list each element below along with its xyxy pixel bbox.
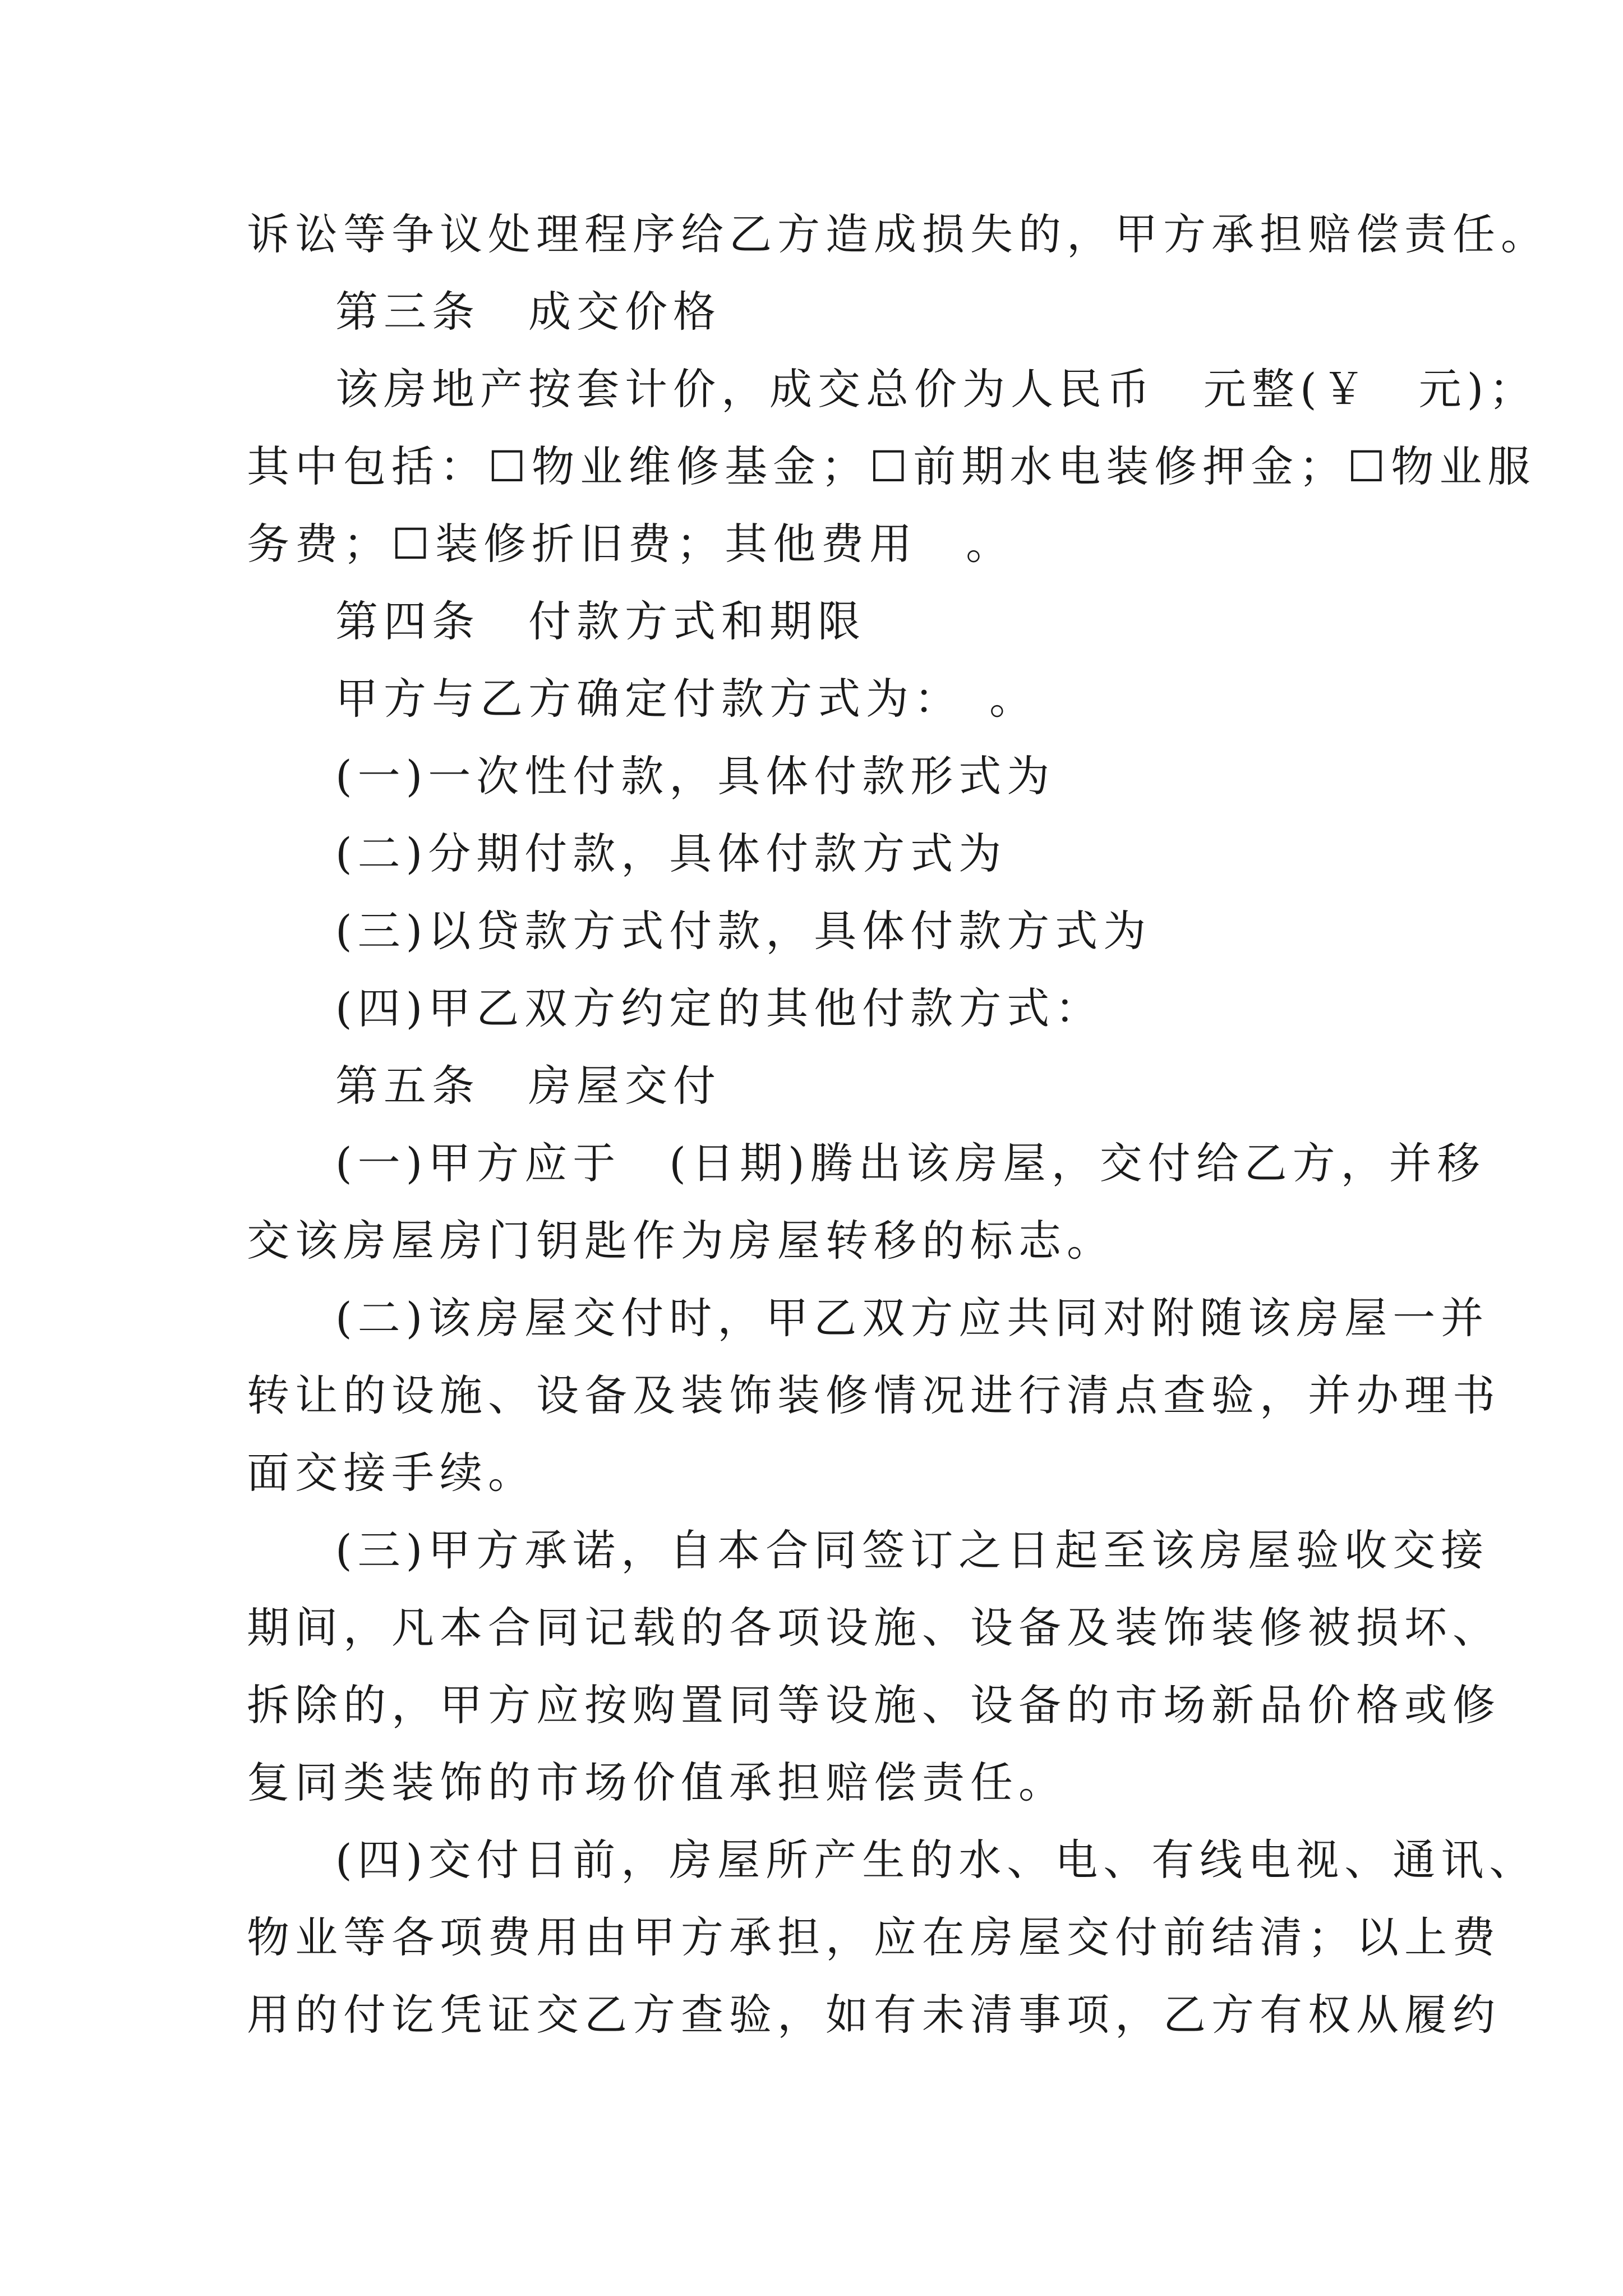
article-4-heading: 第四条 付款方式和期限 (335, 596, 866, 646)
text-line-price-includes: 其中包括：☐物业维修基金；☐前期水电装修押金；☐物业服 (247, 441, 1536, 491)
text-line-delivery-3-cont: 期间，凡本合同记载的各项设施、设备及装饰装修被损坏、 (247, 1603, 1501, 1653)
text-line-payment-option-1: (一)一次性付款，具体付款形式为 (335, 751, 1055, 801)
text-line-payment-option-4: (四)甲乙双方约定的其他付款方式： (335, 983, 1104, 1033)
text-line-delivery-3: (三)甲方承诺，自本合同签订之日起至该房屋验收交接 (335, 1525, 1490, 1575)
text-line-delivery-2-cont2: 面交接手续。 (247, 1448, 536, 1498)
text-line-delivery-4-cont: 物业等各项费用由甲方承担，应在房屋交付前结清；以上费 (247, 1912, 1501, 1962)
text-line-payment-option-3: (三)以贷款方式付款，具体付款方式为 (335, 906, 1152, 956)
text-line-price-includes-cont: 务费；☐装修折旧费；其他费用 。 (247, 519, 1015, 569)
text-line-delivery-4-cont2: 用的付讫凭证交乙方查验，如有未清事项，乙方有权从履约 (247, 1990, 1501, 2040)
text-line-delivery-4: (四)交付日前，房屋所产生的水、电、有线电视、通讯、 (335, 1835, 1538, 1885)
text-line-delivery-3-cont3: 复同类装饰的市场价值承担赔偿责任。 (247, 1757, 1067, 1807)
text-line-delivery-1: (一)甲方应于 (日期)腾出该房屋，交付给乙方，并移 (335, 1138, 1486, 1188)
text-line-delivery-2-cont: 转让的设施、设备及装饰装修情况进行清点查验，并办理书 (247, 1370, 1501, 1420)
text-line-price: 该房地产按套计价，成交总价为人民币 元整(￥ 元)； (335, 364, 1538, 414)
text-line-payment-method: 甲方与乙方确定付款方式为： 。 (335, 674, 1038, 724)
text-line-payment-option-2: (二)分期付款，具体付款方式为 (335, 829, 1007, 878)
article-5-heading: 第五条 房屋交付 (335, 1061, 721, 1111)
text-line-delivery-2: (二)该房屋交付时，甲乙双方应共同对附随该房屋一并 (335, 1293, 1490, 1343)
article-3-heading: 第三条 成交价格 (335, 287, 721, 337)
text-line-delivery-1-cont: 交该房屋房门钥匙作为房屋转移的标志。 (247, 1216, 1115, 1266)
text-line-continuation: 诉讼等争议处理程序给乙方造成损失的，甲方承担赔偿责任。 (247, 209, 1549, 259)
text-line-delivery-3-cont2: 拆除的，甲方应按购置同等设施、设备的市场新品价格或修 (247, 1680, 1501, 1730)
